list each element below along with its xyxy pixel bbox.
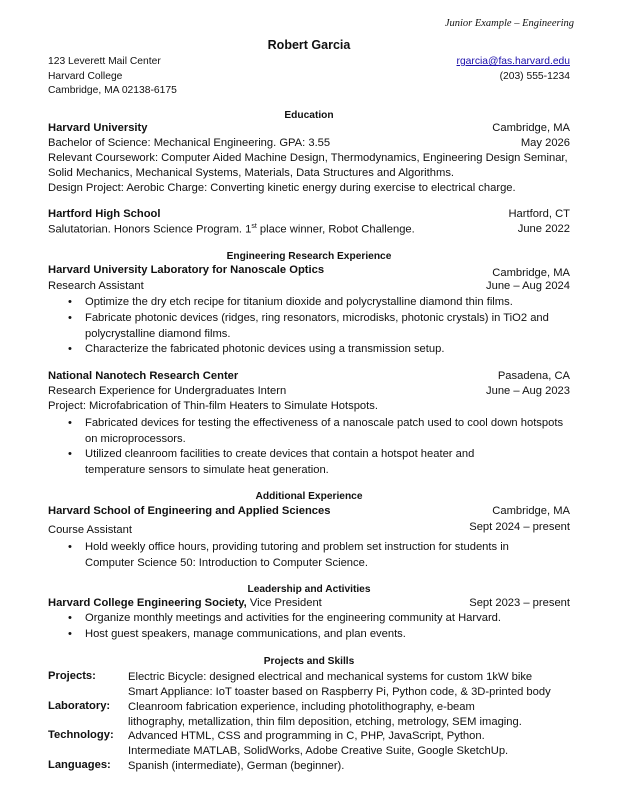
- skill-label: Languages:: [48, 759, 111, 771]
- hs-detail-row: [48, 223, 570, 238]
- bullet-item: • Organize monthly meetings and activities for the engineering community at Harvard.: [68, 612, 502, 624]
- address-line: Cambridge, MA 02138-6175: [48, 85, 177, 96]
- address-block: [48, 55, 177, 99]
- skill-label: Technology:: [48, 729, 114, 741]
- design-project-line: [48, 182, 570, 197]
- research-role-row: [48, 280, 570, 295]
- research-role-row: [48, 385, 570, 400]
- address-line: 123 Leverett Mail Center: [48, 56, 161, 67]
- leadership-org: Harvard College Engineering Society, Vice President: [48, 597, 322, 609]
- design-project-text: Design Project: Aerobic Charge: Converting kinetic energy during exercise to electrical charge.: [48, 182, 516, 194]
- skill-value: Cleanroom fabrication experience, including photolithography, e-beam lithography, metallization, thin film deposition, etching, metrology, SEM imaging.: [128, 701, 522, 728]
- skill-value: Electric Bicycle: designed electrical and mechanical systems for custom 1kW bike Smart Appliance: IoT toaster based on Raspberry Pi, Python code, & 3D-printed body: [128, 671, 551, 698]
- role: Course Assistant: [48, 524, 132, 536]
- org-location: Pasadena, CA: [497, 370, 570, 382]
- skill-label: Laboratory:: [48, 700, 111, 712]
- school-location: Cambridge, MA: [492, 122, 570, 134]
- org-name: Harvard School of Engineering and Applied Sciences: [48, 505, 331, 517]
- org-location: Cambridge, MA: [492, 505, 570, 517]
- school-name: Hartford High School: [48, 208, 161, 220]
- skill-label: Projects:: [48, 670, 96, 682]
- coursework-line: [48, 167, 570, 182]
- coursework-line: [48, 152, 570, 167]
- org-name: National Nanotech Research Center: [48, 370, 239, 382]
- bullet-item: • Host guest speakers, manage communications, and plan events.: [68, 628, 406, 640]
- coursework-text: Relevant Coursework: Computer Aided Machine Design, Thermodynamics, Engineering Design Seminar,: [48, 152, 568, 164]
- section-heading-education: Education: [284, 110, 334, 121]
- degree: Bachelor of Science: Mechanical Engineering. GPA: 3.55: [48, 137, 331, 149]
- phone: (203) 555-1234: [499, 70, 570, 82]
- bullet-item: • Fabricate photonic devices (ridges, ring resonators, microdisks, photonic crystals) in TiO2 and polycrystalline diamond films.: [68, 312, 549, 340]
- org-name: Harvard University Laboratory for Nanoscale Optics: [48, 264, 325, 276]
- bullet-item: • Characterize the fabricated photonic devices using a transmission setup.: [68, 343, 445, 355]
- section-heading-additional: Additional Experience: [255, 491, 363, 502]
- bullet-item: • Utilized cleanroom facilities to create devices that contain a hotspot heater and temperature sensors to simulate heat generation.: [68, 448, 475, 476]
- school-location: Hartford, CT: [508, 208, 570, 220]
- section-heading-research: Engineering Research Experience: [226, 251, 392, 262]
- section-heading-leadership: Leadership and Activities: [247, 584, 371, 595]
- role-date: Sept 2024 – present: [469, 521, 570, 533]
- edu-school-row: [48, 122, 570, 137]
- address-line: Harvard College: [48, 70, 123, 82]
- degree-date: May 2026: [520, 137, 570, 149]
- research-org-row: [48, 264, 570, 279]
- project-line: [48, 400, 570, 415]
- coursework-text: Solid Mechanics, Mechanical Systems, Materials, Data Structures and Algorithms.: [48, 167, 455, 179]
- hs-date: June 2022: [517, 223, 570, 235]
- bullet-item: • Fabricated devices for testing the effectiveness of a nanoscale patch used to cool down hotspots on microprocessors.: [68, 417, 564, 445]
- skill-value: Advanced HTML, CSS and programming in C, PHP, JavaScript, Python. Intermediate MATLAB, SolidWorks, Adobe Creative Suite, Google SketchUp.: [128, 730, 509, 757]
- additional-org-row: [48, 505, 570, 520]
- leadership-row: [48, 597, 570, 612]
- role-date: June – Aug 2023: [486, 385, 570, 397]
- candidate-name: Robert Garcia: [267, 38, 351, 52]
- skill-value: Spanish (intermediate), German (beginner).: [128, 760, 345, 772]
- email-link[interactable]: rgarcia@fas.harvard.edu: [456, 56, 570, 67]
- bullet-item: • Hold weekly office hours, providing tutoring and problem set instruction for students in Computer Science 50: Introduction to Computer Science.: [68, 541, 509, 569]
- hs-detail: Salutatorian. Honors Science Program. 1st place winner, Robot Challenge.: [48, 223, 415, 236]
- additional-role-row: [48, 521, 570, 536]
- header-note: Junior Example – Engineering: [444, 18, 574, 29]
- bullet-item: • Optimize the dry etch recipe for titanium dioxide and polycrystalline diamond thin films.: [68, 296, 513, 308]
- school-name: Harvard University: [48, 122, 148, 134]
- role-date: June – Aug 2024: [486, 280, 570, 292]
- section-heading-skills: Projects and Skills: [263, 656, 355, 667]
- org-location: Cambridge, MA: [492, 267, 570, 279]
- research-org-row: [48, 370, 570, 385]
- role: Research Experience for Undergraduates Intern: [48, 385, 287, 397]
- hs-school-row: [48, 208, 570, 223]
- role: Research Assistant: [48, 280, 144, 292]
- project-text: Project: Microfabrication of Thin-film Heaters to Simulate Hotspots.: [48, 400, 378, 412]
- edu-degree-row: [48, 137, 570, 152]
- leadership-date: Sept 2023 – present: [469, 597, 570, 609]
- contact-block: [457, 55, 570, 84]
